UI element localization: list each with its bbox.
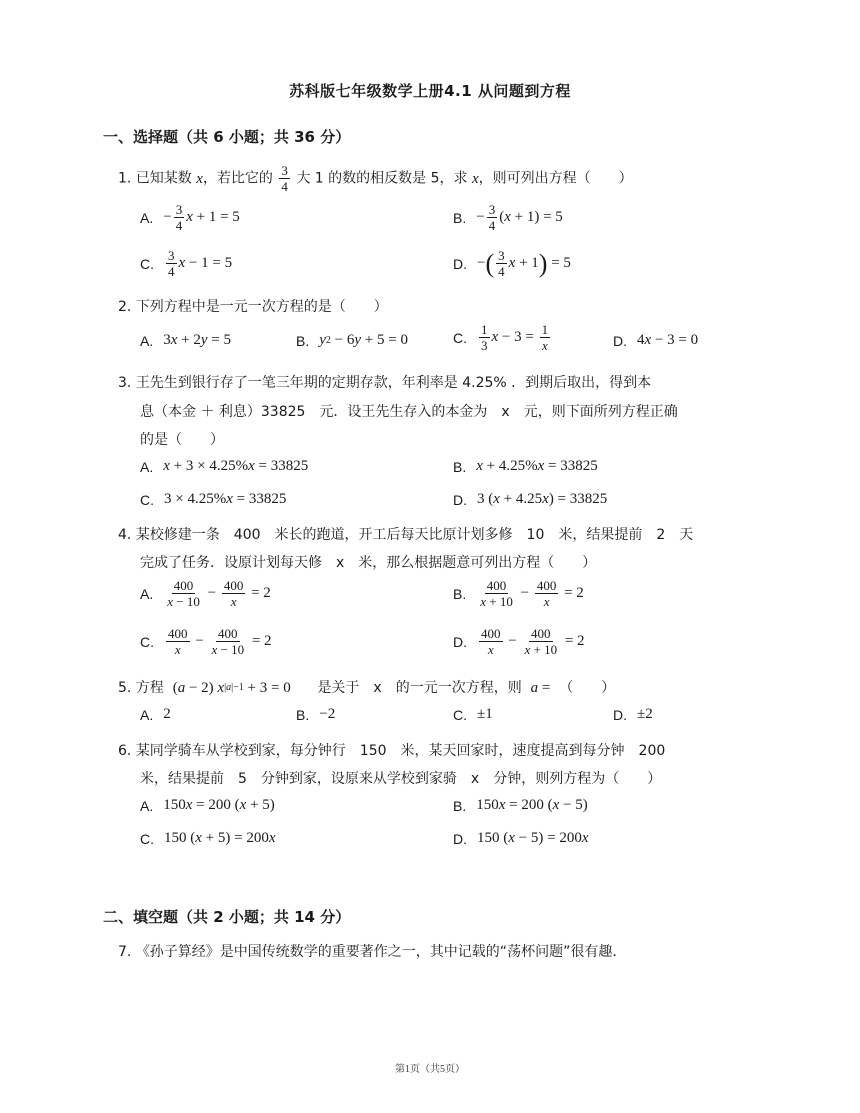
q5-option-d: D. ±2 bbox=[613, 706, 653, 723]
q3-option-a: A. x + 3 × 4.25% x = 33825 bbox=[140, 458, 309, 475]
page-title: 苏科版七年级数学上册4.1 从问题到方程 bbox=[289, 82, 571, 100]
page-footer: 第1页（共5页） bbox=[395, 1064, 465, 1075]
q6-option-c: C. 150 ( x + 5) = 200 x bbox=[140, 830, 276, 847]
q5-option-a: A. 2 bbox=[140, 706, 171, 723]
q2-option-b: B. y 2 − 6 y + 5 = 0 bbox=[296, 332, 408, 349]
q2-option-d: D. 4 x − 3 = 0 bbox=[613, 332, 699, 349]
q1-option-a: A. − $\frac{3}{4}$ x + 1 = 5 bbox=[140, 202, 240, 233]
q4-option-b: B. $\frac{400}{x + 10}$ − $\frac{400}{x}$ = 2 bbox=[453, 578, 584, 609]
q3-option-b: B. x + 4.25% x = 33825 bbox=[453, 458, 598, 475]
q3-option-d: D. 3 ( x + 4.25 x ) = 33825 bbox=[453, 491, 608, 508]
question-6: 6. 某同学骑车从学校到家，每分钟行 150 米，某天回家时，速度提高到每分钟 200 bbox=[118, 743, 666, 759]
q4-option-a: A. $\frac{400}{x - 10}$ − $\frac{400}{x}$ = 2 bbox=[140, 578, 271, 609]
q3-line-2: 息（本金 ＋ 利息）33825 元．设王先生存入的本金为 x 元，则下面所列方程正确 bbox=[140, 404, 678, 420]
q2-option-a: A. 3 x + 2 y = 5 bbox=[140, 332, 232, 349]
q2-option-c: C. $\frac{1}{3}$ x − 3 = $\frac{1}{x}$ bbox=[453, 322, 549, 353]
section-heading-choice: 一、选择题（共 6 小题；共 36 分） bbox=[103, 128, 351, 146]
question-number: 3. bbox=[118, 375, 132, 391]
q1-option-c: C. $\frac{3}{4}$ x − 1 = 5 bbox=[140, 248, 233, 279]
q6-option-b: B. 150 x = 200 ( x − 5) bbox=[453, 797, 588, 814]
question-number: 4. bbox=[118, 527, 132, 543]
question-number: 5. bbox=[118, 680, 132, 696]
q5-option-b: B. −2 bbox=[296, 706, 336, 723]
q6-line-2: 米，结果提前 5 分钟到家，设原来从学校到家骑 x 分钟，则列方程为（ ） bbox=[140, 771, 662, 787]
q6-option-a: A. 150 x = 200 ( x + 5) bbox=[140, 797, 275, 814]
q6-option-d: D. 150 ( x − 5) = 200 x bbox=[453, 830, 589, 847]
question-number: 2. bbox=[118, 299, 132, 315]
q1-option-d: D. − ( $\frac{3}{4}$ x + 1 ) = 5 bbox=[453, 248, 571, 279]
question-7: 7. 《孙子算经》是中国传统数学的重要著作之一，其中记载的“荡杯问题”很有趣． bbox=[118, 944, 627, 960]
question-number: 7. bbox=[118, 944, 132, 960]
question-number: 1. bbox=[118, 170, 132, 187]
q4-line-2: 完成了任务．设原计划每天修 x 米，那么根据题意可列出方程（ ） bbox=[140, 555, 597, 571]
question-4: 4. 某校修建一条 400 米长的跑道，开工后每天比原计划多修 10 米，结果提前 2 天 bbox=[118, 527, 694, 543]
q1-option-b: B. − $\frac{3}{4}$ ( x + 1) = 5 bbox=[453, 202, 563, 233]
question-3: 3. 王先生到银行存了一笔三年期的定期存款，年利率是 4.25% ．到期后取出，得到本 bbox=[118, 375, 652, 391]
q5-option-c: C. ±1 bbox=[453, 706, 493, 723]
section-heading-fill: 二、填空题（共 2 小题；共 14 分） bbox=[103, 908, 351, 926]
question-number: 6. bbox=[118, 743, 132, 759]
q4-option-d: D. $\frac{400}{x}$ − $\frac{400}{x + 10}$ = 2 bbox=[453, 626, 585, 657]
fraction-three-quarters: $\frac{3}{4}$ bbox=[281, 163, 288, 194]
question-1: 1. 已知某数 x ，若比它的 $\frac{3}{4}$ 大 1 的数的相反数是 5，求 x ，则可列出方程（ ） bbox=[118, 163, 633, 194]
question-2: 2. 下列方程中是一元一次方程的是（ ） bbox=[118, 299, 388, 315]
q4-option-c: C. $\frac{400}{x}$ − $\frac{400}{x - 10}$ = 2 bbox=[140, 626, 272, 657]
q3-line-3: 的是（ ） bbox=[140, 432, 224, 448]
question-5: 5. 方程 ( a − 2) x |a|−1 + 3 = 0 是关于 x 的一元一次方程，则 a = （ ） bbox=[118, 680, 616, 696]
q3-option-c: C. 3 × 4.25% x = 33825 bbox=[140, 491, 287, 508]
